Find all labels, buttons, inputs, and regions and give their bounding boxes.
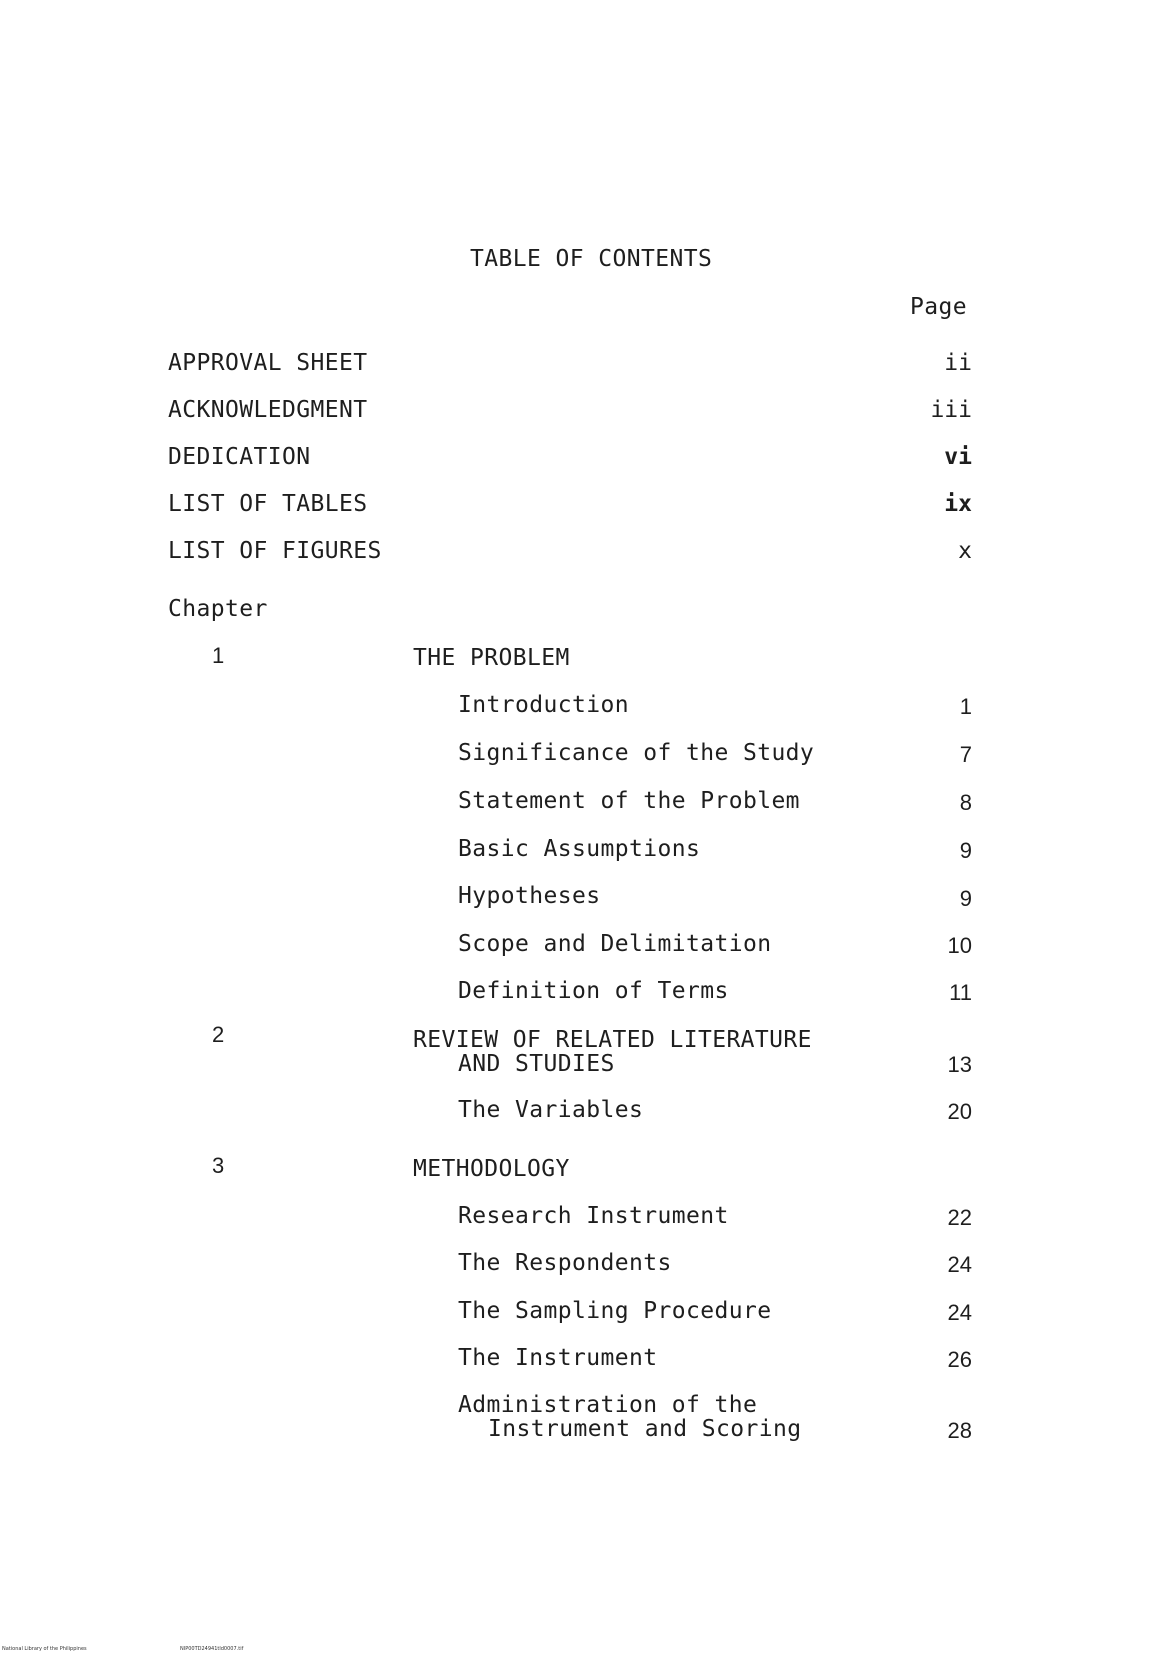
section-label: Definition of Terms [458, 978, 729, 1004]
front-matter-page: ix [944, 491, 972, 517]
chapter-number: 2 [212, 1022, 225, 1047]
front-matter-label: DEDICATION [168, 444, 311, 470]
front-matter-label: APPROVAL SHEET [168, 350, 368, 376]
front-matter-page: iii [930, 397, 972, 423]
section-label: The Respondents [458, 1250, 672, 1276]
section-page: 26 [947, 1347, 972, 1372]
section-label: The Sampling Procedure [458, 1298, 772, 1324]
section-page: 9 [959, 838, 972, 863]
section-label: Significance of the Study [458, 740, 815, 766]
page-title: TABLE OF CONTENTS [470, 246, 713, 272]
section-label-line1: Administration of the [458, 1392, 758, 1418]
section-label: Research Instrument [458, 1203, 729, 1229]
section-page: 28 [947, 1418, 972, 1443]
front-matter-label: LIST OF TABLES [168, 491, 368, 517]
section-page: 8 [959, 790, 972, 815]
section-page: 22 [947, 1205, 972, 1230]
section-label: The Instrument [458, 1345, 658, 1371]
page-column-header: Page [910, 294, 967, 320]
section-label: The Variables [458, 1097, 644, 1123]
section-page: 1 [959, 694, 972, 719]
section-label: Basic Assumptions [458, 836, 701, 862]
section-label: Hypotheses [458, 883, 601, 909]
chapter-title-line1: REVIEW OF RELATED LITERATURE [413, 1027, 812, 1053]
front-matter-label: LIST OF FIGURES [168, 538, 382, 564]
section-label: Scope and Delimitation [458, 931, 772, 957]
section-page: 11 [949, 980, 972, 1005]
front-matter-label: ACKNOWLEDGMENT [168, 397, 368, 423]
chapter-title: METHODOLOGY [413, 1156, 570, 1182]
chapter-page: 13 [947, 1052, 972, 1077]
chapter-column-label: Chapter [168, 596, 268, 622]
front-matter-page: vi [944, 444, 972, 470]
chapter-title: THE PROBLEM [413, 645, 570, 671]
section-page: 20 [947, 1099, 972, 1124]
section-page: 7 [959, 742, 972, 767]
footer-source: National Library of the Philippines [2, 1646, 87, 1652]
section-page: 24 [947, 1300, 972, 1325]
chapter-number: 3 [212, 1153, 225, 1178]
section-page: 9 [959, 886, 972, 911]
chapter-title-line2: AND STUDIES [458, 1051, 615, 1077]
front-matter-page: x [958, 538, 972, 564]
footer-filename: NIP00TD24941tld0007.tif [180, 1646, 244, 1652]
section-label: Statement of the Problem [458, 788, 800, 814]
section-page: 10 [947, 933, 972, 958]
front-matter-page: ii [944, 350, 972, 376]
section-label: Introduction [458, 692, 629, 718]
section-label-line2: Instrument and Scoring [488, 1416, 802, 1442]
section-page: 24 [947, 1252, 972, 1277]
chapter-number: 1 [212, 643, 225, 668]
